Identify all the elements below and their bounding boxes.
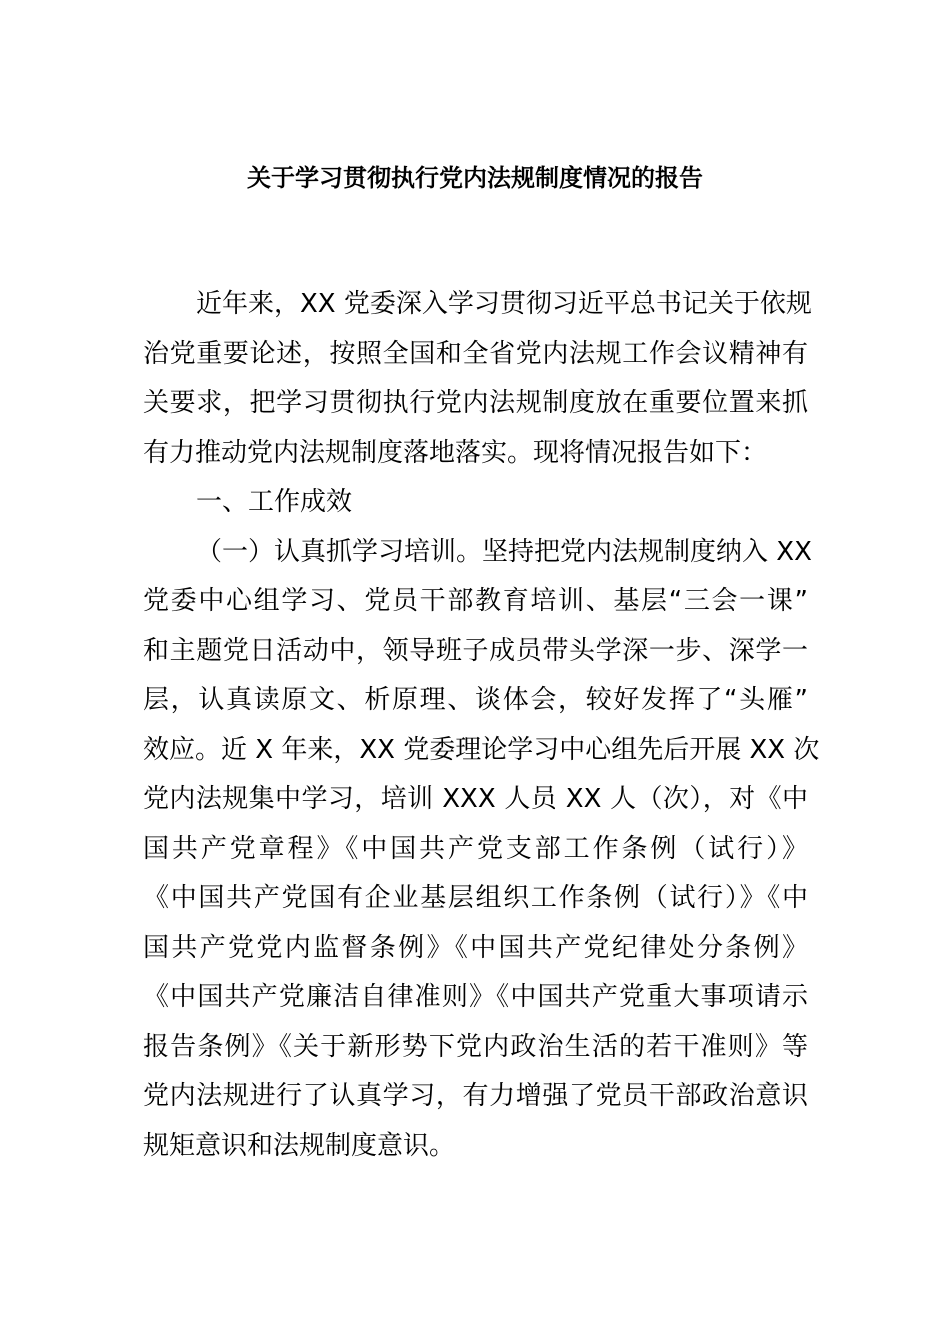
document-title: 关于学习贯彻执行党内法规制度情况的报告: [247, 164, 703, 192]
section1-paragraph-line: 《中国共产党廉洁自律准则》《中国共产党重大事项请示: [143, 982, 808, 1012]
intro-paragraph-line: 近年来，XX 党委深入学习贯彻习近平总书记关于依规: [196, 289, 812, 319]
section1-paragraph-line: 效应。近 X 年来，XX 党委理论学习中心组先后开展 XX 次: [143, 734, 820, 765]
section1-paragraph-line: 报告条例》《关于新形势下党内政治生活的若干准则》等: [143, 1031, 808, 1062]
intro-paragraph-line: 关要求，把学习贯彻执行党内法规制度放在重要位置来抓: [143, 388, 808, 418]
section1-paragraph-line: （一）认真抓学习培训。坚持把党内法规制度纳入 XX: [196, 536, 812, 567]
section1-paragraph-line: 国共产党章程》《中国共产党支部工作条例（试行）》: [143, 833, 808, 864]
section1-paragraph-line: 国共产党党内监督条例》《中国共产党纪律处分条例》: [143, 932, 808, 963]
section1-paragraph-line: 层，认真读原文、析原理、谈体会，较好发挥了“头雁”: [143, 685, 808, 715]
section1-paragraph-line: 规矩意识和法规制度意识。: [143, 1130, 456, 1161]
document-body: [143, 280, 820, 1171]
section1-paragraph-line: 党内法规集中学习，培训 XXX 人员 XX 人（次），对《中: [143, 784, 808, 814]
section1-paragraph-line: 《中国共产党国有企业基层组织工作条例（试行）》《中: [143, 883, 808, 913]
section1-paragraph-line: 党委中心组学习、党员干部教育培训、基层“三会一课”: [143, 586, 808, 616]
section1-paragraph-line: 和主题党日活动中，领导班子成员带头学深一步、深学一: [143, 635, 808, 666]
intro-paragraph-line: 治党重要论述，按照全国和全省党内法规工作会议精神有: [143, 338, 808, 369]
section-heading: 一、工作成效: [196, 487, 353, 517]
section1-paragraph-line: 党内法规进行了认真学习，有力增强了党员干部政治意识: [143, 1081, 808, 1111]
intro-paragraph-line: 有力推动党内法规制度落地落实。现将情况报告如下：: [143, 437, 768, 468]
